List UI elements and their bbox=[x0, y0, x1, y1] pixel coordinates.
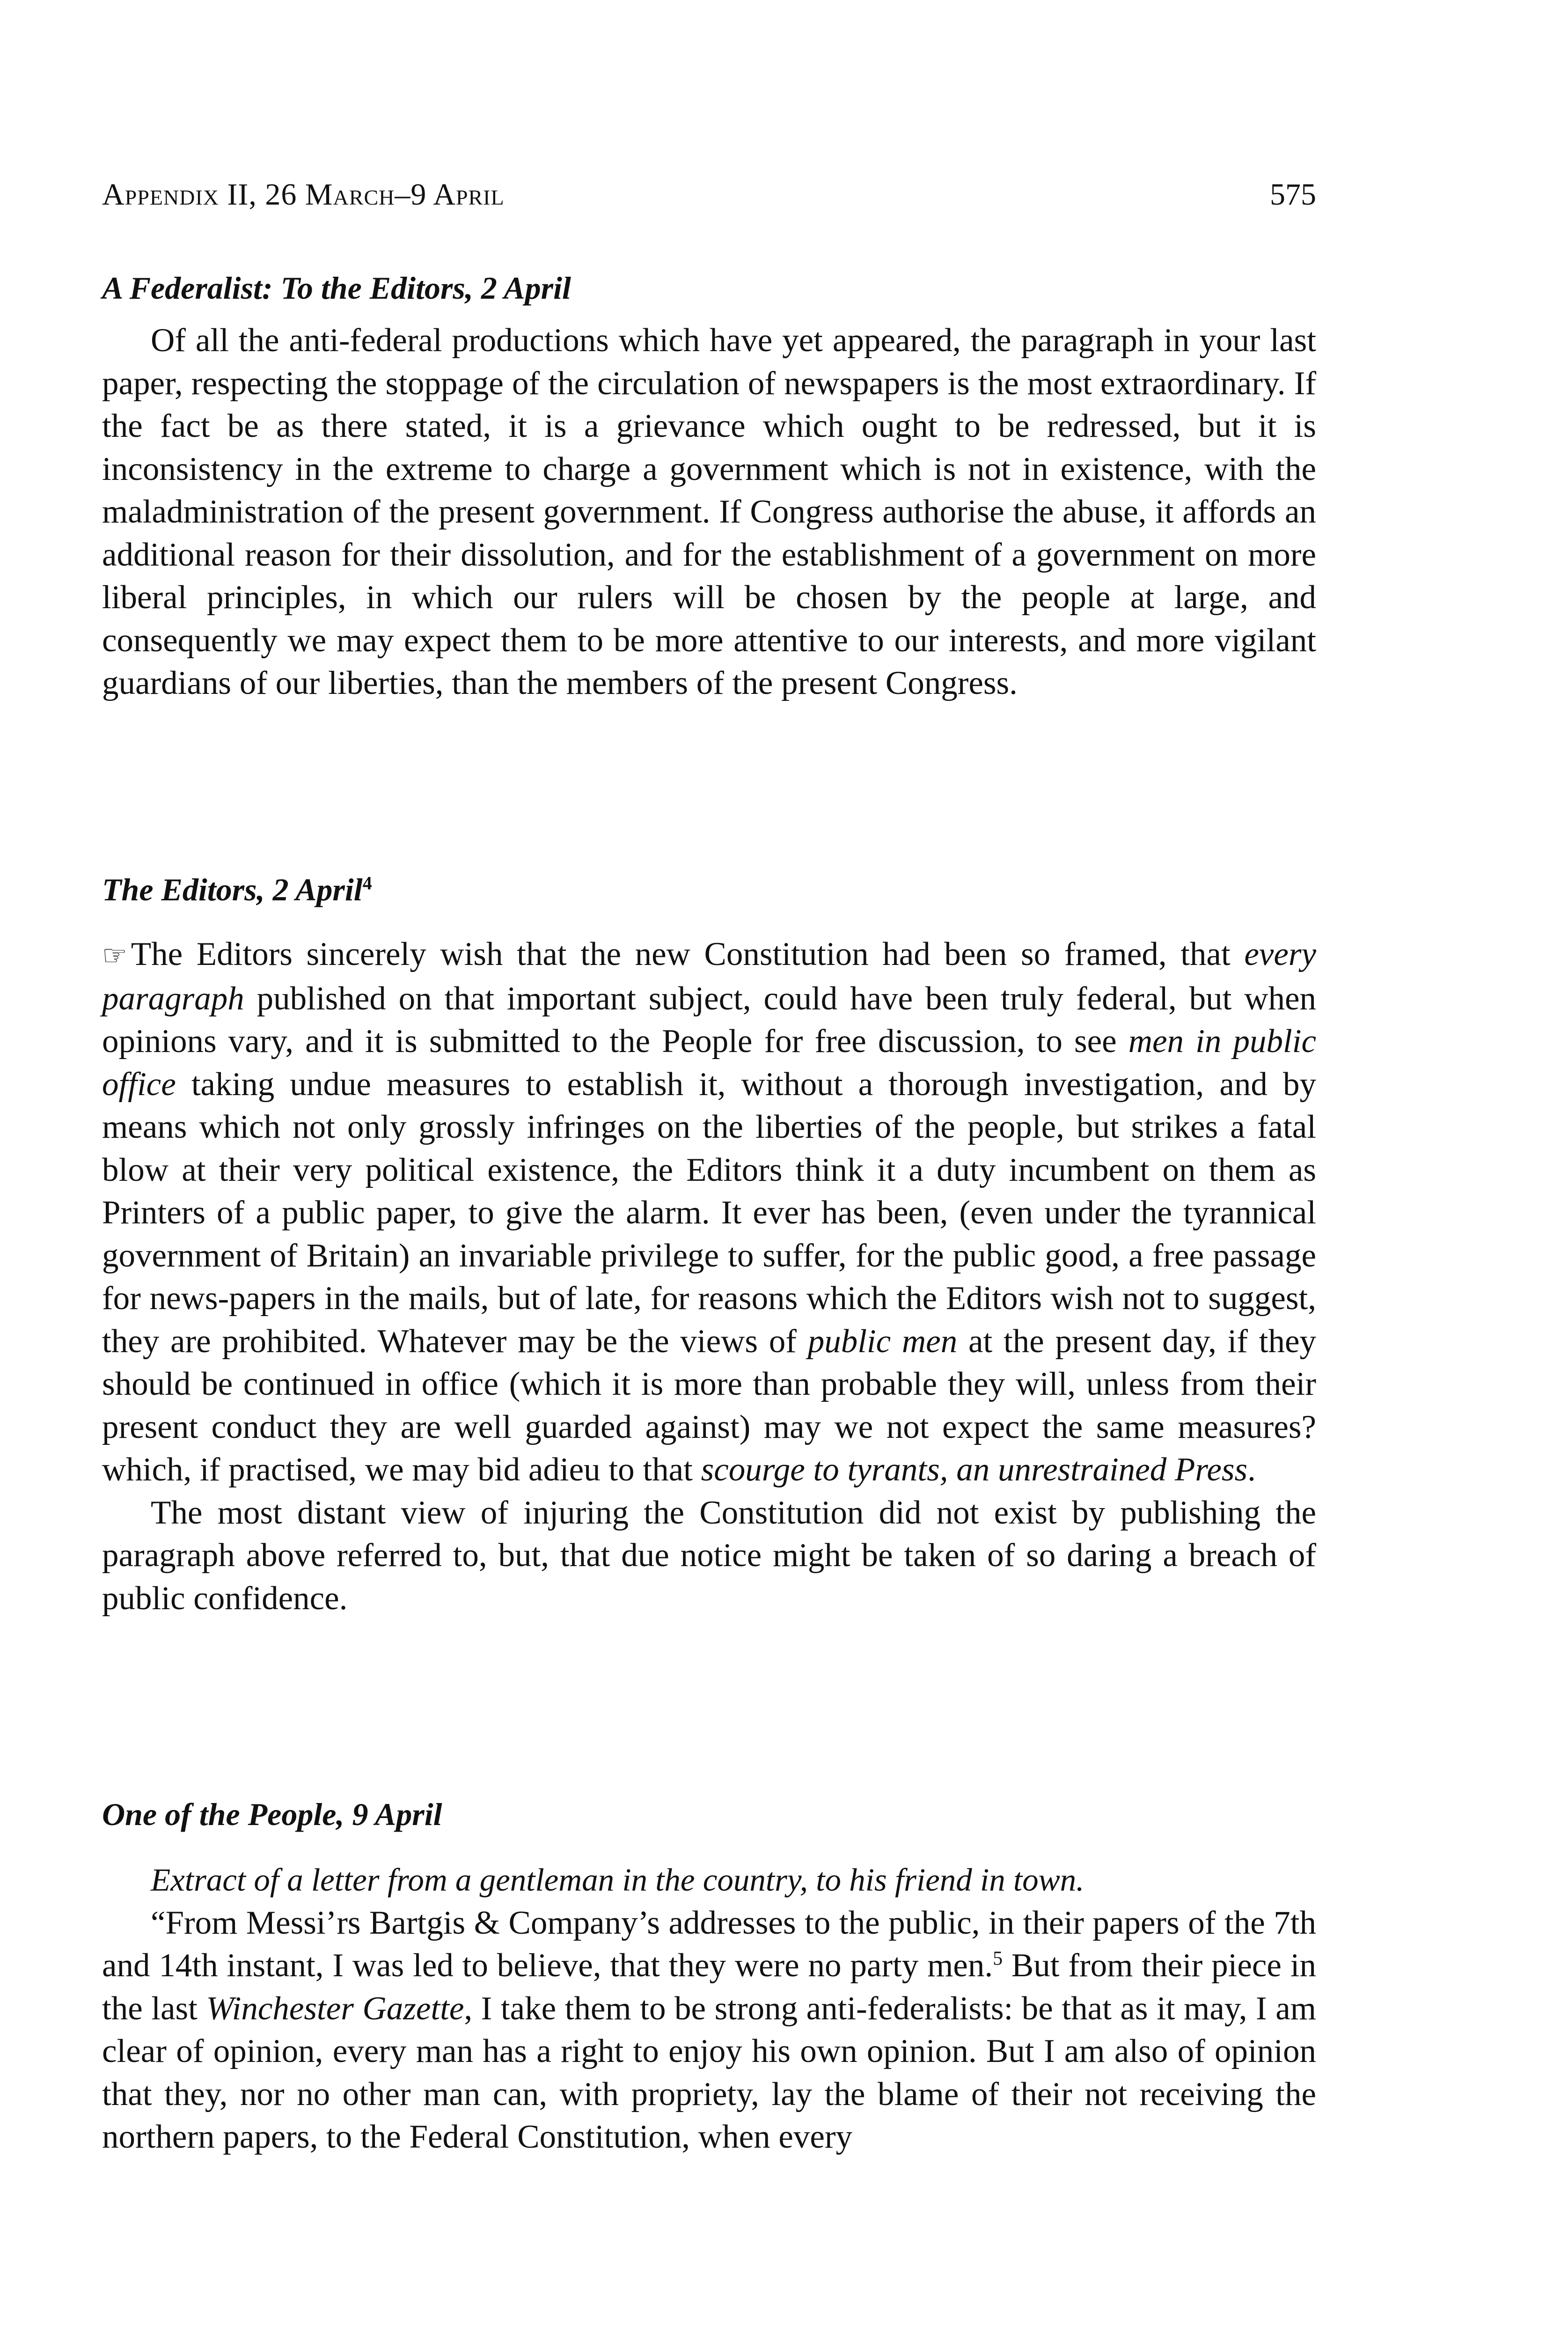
text-run: published on that important subject, could have been truly federal, but when opinions vary, and it is submitted to the People for free discussion, to see bbox=[102, 980, 1316, 1060]
text-run: taking undue measures to establish it, without a thorough investigation, and by means which not only grossly infringes on the liberties of the people, but strikes a fatal blow at their very political existence, the Editors think it a duty incumbent on them as Printers of a public paper, to give the alarm. It ever has been, (even under the tyrannical government of Britain) an invariable privilege to suffer, for the public good, a free passage for news-papers in the mails, but of late, for reasons which the Editors wish not to suggest, they are prohibited. Whatever may be the views of bbox=[102, 1066, 1316, 1360]
emphasis-public-men: public men bbox=[807, 1323, 958, 1360]
text-run: at the present day, if they should be continued in office (which it is more than probable they will, unless from their present conduct they are well guarded against) may we not expect the same measures? which, if practised, we may bid adieu to that bbox=[102, 1323, 1316, 1488]
editors-paragraph-2: The most distant view of injuring the Constitution did not exist by publishing the paragraph above referred to, but, that due notice might be taken of so daring a breach of public confidence. bbox=[102, 1494, 1316, 1617]
pointing-hand-icon: ☞ bbox=[102, 940, 127, 971]
running-head-title: Appendix II, 26 March–9 April bbox=[102, 177, 505, 212]
section-title-one-of-the-people bbox=[102, 1793, 1316, 1835]
section-federalist bbox=[102, 267, 1316, 705]
section-title-text: One of the People, 9 April bbox=[102, 1796, 442, 1832]
section-title-text: The Editors, 2 April bbox=[102, 872, 363, 907]
text-run: . bbox=[1247, 1451, 1256, 1488]
emphasis-unrestrained-press: scourge to tyrants, an unrestrained Press bbox=[701, 1451, 1248, 1488]
section-title-federalist bbox=[102, 267, 1316, 309]
section-title-text: A Federalist: To the Editors, 2 April bbox=[102, 270, 571, 306]
footnote-ref: 4 bbox=[362, 872, 372, 894]
page bbox=[102, 0, 1316, 2341]
emphasis-every-paragraph: every paragraph bbox=[102, 936, 1316, 1017]
text-run: But from their piece in the last bbox=[102, 1947, 1316, 2027]
footnote-ref: 5 bbox=[993, 1948, 1003, 1970]
people-paragraph bbox=[102, 1902, 1316, 2159]
text-run: The Editors sincerely wish that the new Constitution had been so framed, that bbox=[131, 936, 1245, 972]
page-number: 575 bbox=[1270, 177, 1316, 212]
section-one-of-the-people bbox=[102, 1793, 1316, 2159]
federalist-paragraph: Of all the anti-federal productions which have yet appeared, the paragraph in your last paper, respecting the stoppage of the circulation of newspapers is the most extraordinary. If the fact be as there stated, it is a grievance which ought to be redressed, but it is inconsistency in the extreme to charge a government which is not in existence, with the maladministration of the present government. If Congress authorise the abuse, it affords an additional reason for their dissolution, and for the establishment of a government on more liberal principles, in which our rulers will be chosen by the people at large, and consequently we may expect them to be more attentive to our interests, and more vigilant guardians of our liberties, than the members of the present Congress. bbox=[102, 322, 1316, 701]
editors-paragraph-1 bbox=[102, 933, 1316, 1492]
emphasis-men-in-public-office: men in public office bbox=[102, 1023, 1316, 1103]
text-run: , I take them to be strong anti-federalists: be that as it may, I am clear of opinion, every man has a right to enjoy his own opinion. But I am also of opinion that they, nor no other man can, with propriety, lay the blame of their not receiving the northern papers, to the Federal Constitution, when every bbox=[102, 1990, 1316, 2155]
extract-line: Extract of a letter from a gentleman in the country, to his friend in town. bbox=[151, 1862, 1084, 1898]
text-run: “From Messi’rs Bartgis & Company’s addresses to the public, in their papers of the 7th and 14th instant, I was led to believe, that they were no party men. bbox=[102, 1904, 1316, 1984]
running-head bbox=[102, 177, 1316, 224]
section-title-editors bbox=[102, 869, 1316, 911]
section-editors bbox=[102, 869, 1316, 1620]
emphasis-winchester-gazette: Winchester Gazette bbox=[206, 1990, 464, 2027]
